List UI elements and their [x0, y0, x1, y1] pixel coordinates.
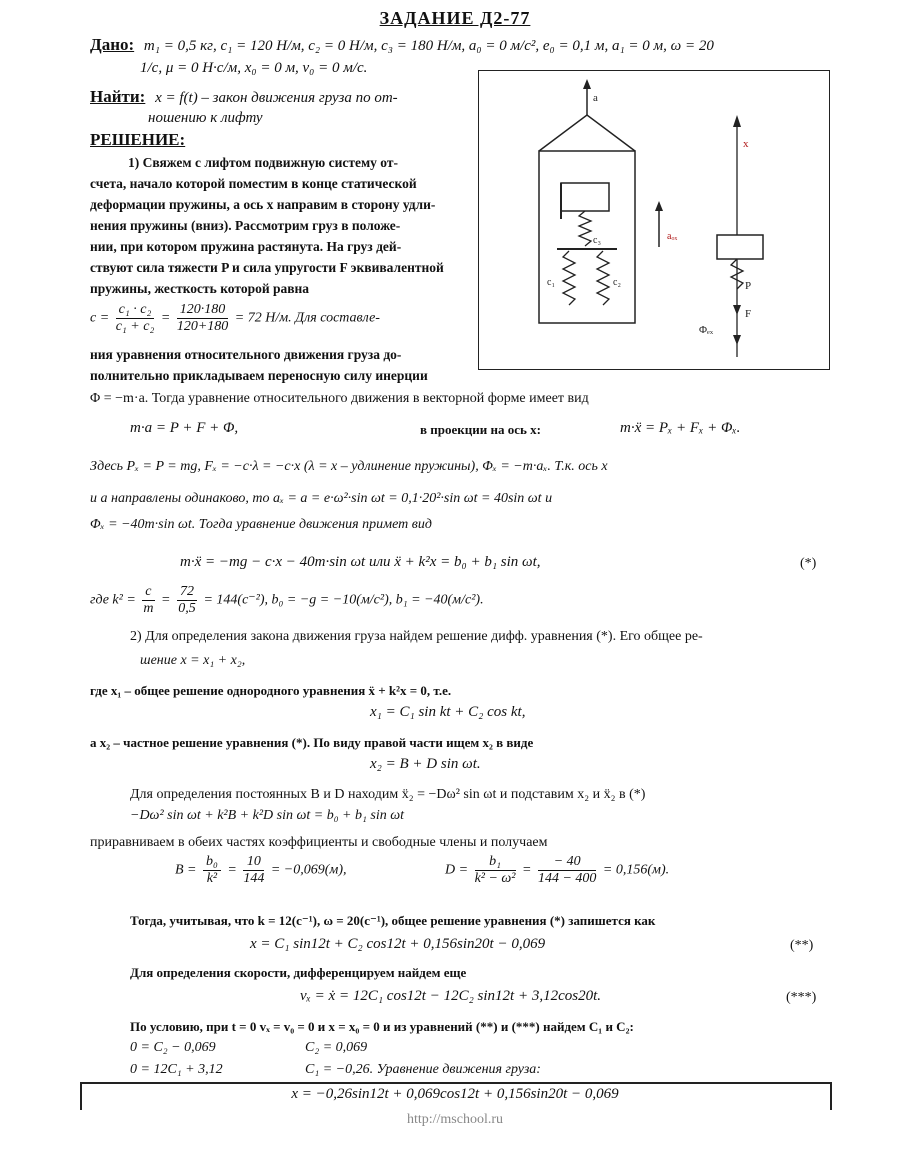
projection-label: в проекции на ось x: [420, 422, 541, 437]
p1-line: счета, начало которой поместим в конце статической [90, 176, 417, 191]
p1b-line: полнительно прикладываем переносную силу инерции [90, 368, 428, 383]
p1-line: нии, при котором пружина растянута. На груз дей- [90, 239, 402, 254]
label-c1: c₁ [547, 277, 555, 288]
solution-paragraph-4: Φₓ = −40m·sin ωt. Тогда уравнение движения примет вид [90, 517, 432, 532]
cabin-roof [539, 115, 635, 151]
solution-paragraph-3: и a направлены одинаково, то aₓ = a = e·ω²·sin ωt = 0,1·20²·sin ωt = 40sin ωt и [90, 491, 553, 506]
spring-c2-icon [597, 251, 609, 305]
label-c3: c₃ [593, 235, 601, 246]
solution-paragraph-9: приравниваем в обеих частях коэффициенты и свободные члены и получаем [90, 835, 548, 850]
a0-arrow-icon [655, 201, 663, 211]
final-equation: x = −0,26sin12t + 0,069cos12t + 0,156sin20t − 0,069 [291, 1086, 619, 1102]
figure-drawing [479, 71, 829, 369]
stiffness-fraction: $\frac{\text{c₁ · c₂}}{\text{c₁ + c₂}}$ [115, 302, 155, 334]
p1b-line: ния уравнения относительного движения груза до- [90, 347, 402, 362]
system-line-1b: C₂ = 0,069 [305, 1040, 368, 1055]
general-solution: x = C₁ sin12t + C₂ cos12t + 0,156sin20t − 0,069 [250, 936, 546, 952]
mass-block [717, 235, 763, 259]
p1-line: 1) Свяжем с лифтом подвижную систему от- [128, 155, 398, 170]
velocity-equation: vₓ = ẋ = 12C₁ cos12t − 12C₂ sin12t + 3,12cos20t. [300, 988, 602, 1004]
upper-mount [561, 183, 609, 211]
motion-equation: m·ẍ = −mg − c·x − 40m·sin ωt или ẍ + k²x = b₀ + b₁ sin ωt, [180, 554, 541, 570]
solution-paragraph-2: Здесь Pₓ = P = mg, Fₓ = −c·λ = −c·x (λ = x – удлинение пружины), Φₓ = −m·aₓ. Т.к. ось x [90, 459, 608, 474]
solution-paragraph-1 [90, 152, 470, 299]
label-f: F [745, 308, 752, 320]
label-c2: c₂ [613, 277, 621, 288]
particular-solution: x₂ = B + D sin ωt. [370, 756, 481, 772]
phi-arrow-icon [733, 335, 741, 345]
given-line-2: 1/с, μ = 0 Н·с/м, x₀ = 0 м, v₀ = 0 м/с. [140, 60, 368, 76]
label-phi: Φₑₓ [699, 324, 714, 336]
label-p: P [745, 280, 752, 292]
system-line-2a: 0 = 12C₁ + 3,12 [130, 1062, 223, 1077]
p1-line: нения пружины (вниз). Рассмотрим груз в положе- [90, 218, 401, 233]
vector-equation: m·a = P + F + Φ, [130, 420, 239, 436]
system-line-2b: C₁ = −0,26. Уравнение движения груза: [305, 1062, 541, 1077]
equation-tag-3: (***) [786, 990, 817, 1005]
projection-equation: m·ẍ = Pₓ + Fₓ + Φₓ. [620, 420, 741, 436]
solution-paragraph-5b: шение x = x₁ + x₂, [140, 653, 246, 668]
label-a0: aₒₓ [667, 231, 678, 242]
solution-paragraph-6: где x₁ – общее решение однородного уравнения ẍ + k²x = 0, т.е. [90, 683, 452, 698]
problem-figure [478, 70, 830, 370]
solution-paragraph-1b [90, 344, 470, 386]
given-section [90, 34, 850, 57]
equation-tag-2: (**) [790, 938, 814, 953]
system-line-1a: 0 = C₂ − 0,069 [130, 1040, 216, 1055]
solution-paragraph-8: Для определения постоянных B и D находим ẍ₂ = −Dω² sin ωt и подставим x₂ и ẍ₂ в (*) [130, 787, 646, 802]
solution-paragraph-5: 2) Для определения закона движения груза найдем решение дифф. уравнения (*). Его общее ре- [130, 629, 703, 644]
p-arrow-icon [733, 305, 741, 315]
spring-c3-icon [579, 211, 591, 246]
k-squared-formula: где k² = $\frac{c}{m}$ = $\frac{72}{0,5}$ = 144(с⁻²), b₀ = −g = −10(м/с²), b₁ = −40(м/с²). [90, 584, 484, 616]
solution-paragraph-12: По условию, при t = 0 vₓ = v₀ = 0 и x = x₀ = 0 и из уравнений (**) и (***) найдем C₁ и C₂: [130, 1019, 634, 1034]
solution-label: РЕШЕНИЕ: [90, 130, 186, 149]
stiffness-formula: c = $\frac{\text{c₁ · c₂}}{\text{c₁ + c₂}}$ = $\frac{120\cdot 180}{120+180}$ = 72 Н/м. Для составле- [90, 302, 380, 334]
cabin-box [539, 151, 635, 323]
find-label: Найти: [90, 87, 146, 106]
given-label: Дано: [90, 35, 135, 54]
find-section [90, 86, 470, 109]
find-line-2: ношению к лифту [148, 110, 263, 126]
equation-tag-1: (*) [800, 556, 817, 571]
solution-paragraph-11: Для определения скорости, дифференцируем найдем еще [130, 965, 467, 980]
find-line-1: x = f(t) – закон движения груза по от- [155, 90, 398, 106]
homogeneous-solution: x₁ = C₁ sin kt + C₂ cos kt, [370, 704, 526, 720]
a-arrow-icon [583, 79, 591, 89]
solution-paragraph-7: а x₂ – частное решение уравнения (*). По виду правой части ищем x₂ в виде [90, 735, 534, 750]
label-x: x [743, 138, 749, 150]
b-coefficient: B = $\frac{\text{b₀}}{\text{k²}}$ = $\frac{10}{144}$ = −0,069(м), [175, 854, 347, 886]
p1-line: деформации пружины, а ось x направим в сторону удли- [90, 197, 436, 212]
page-title: ЗАДАНИЕ Д2-77 [379, 8, 531, 28]
d-coefficient: D = $\frac{\text{b₁}}{\text{k² − ω²}}$ = $\frac{- 40}{144 - 400}$ = 0,156(м). [445, 854, 670, 886]
solution-paragraph-1c: Φ = −m·a. Тогда уравнение относительного движения в векторной форме имеет вид [90, 391, 589, 406]
spring-c1-icon [563, 251, 575, 305]
p1-line: ствуют сила тяжести P и сила упругости F эквивалентной [90, 260, 444, 275]
p1-line: пружины, жесткость которой равна [90, 281, 310, 296]
substitution-equation: −Dω² sin ωt + k²B + k²D sin ωt = b₀ + b₁ sin ωt [130, 808, 404, 823]
stiffness-fraction-values: $\frac{120\cdot 180}{120+180}$ [176, 302, 229, 334]
given-line-1: m₁ = 0,5 кг, c₁ = 120 Н/м, c₂ = 0 Н/м, c₃ = 180 Н/м, a₀ = 0 м/с², e₀ = 0,1 м, a₁ = 0 м, ω = 20 [143, 38, 714, 54]
label-a: a [593, 92, 598, 104]
solution-paragraph-10: Тогда, учитывая, что k = 12(с⁻¹), ω = 20(с⁻¹), общее решение уравнения (*) запишется как [130, 913, 656, 928]
footer-link[interactable]: http://mschool.ru [406, 1112, 504, 1127]
x-axis-arrow-icon [733, 115, 741, 127]
